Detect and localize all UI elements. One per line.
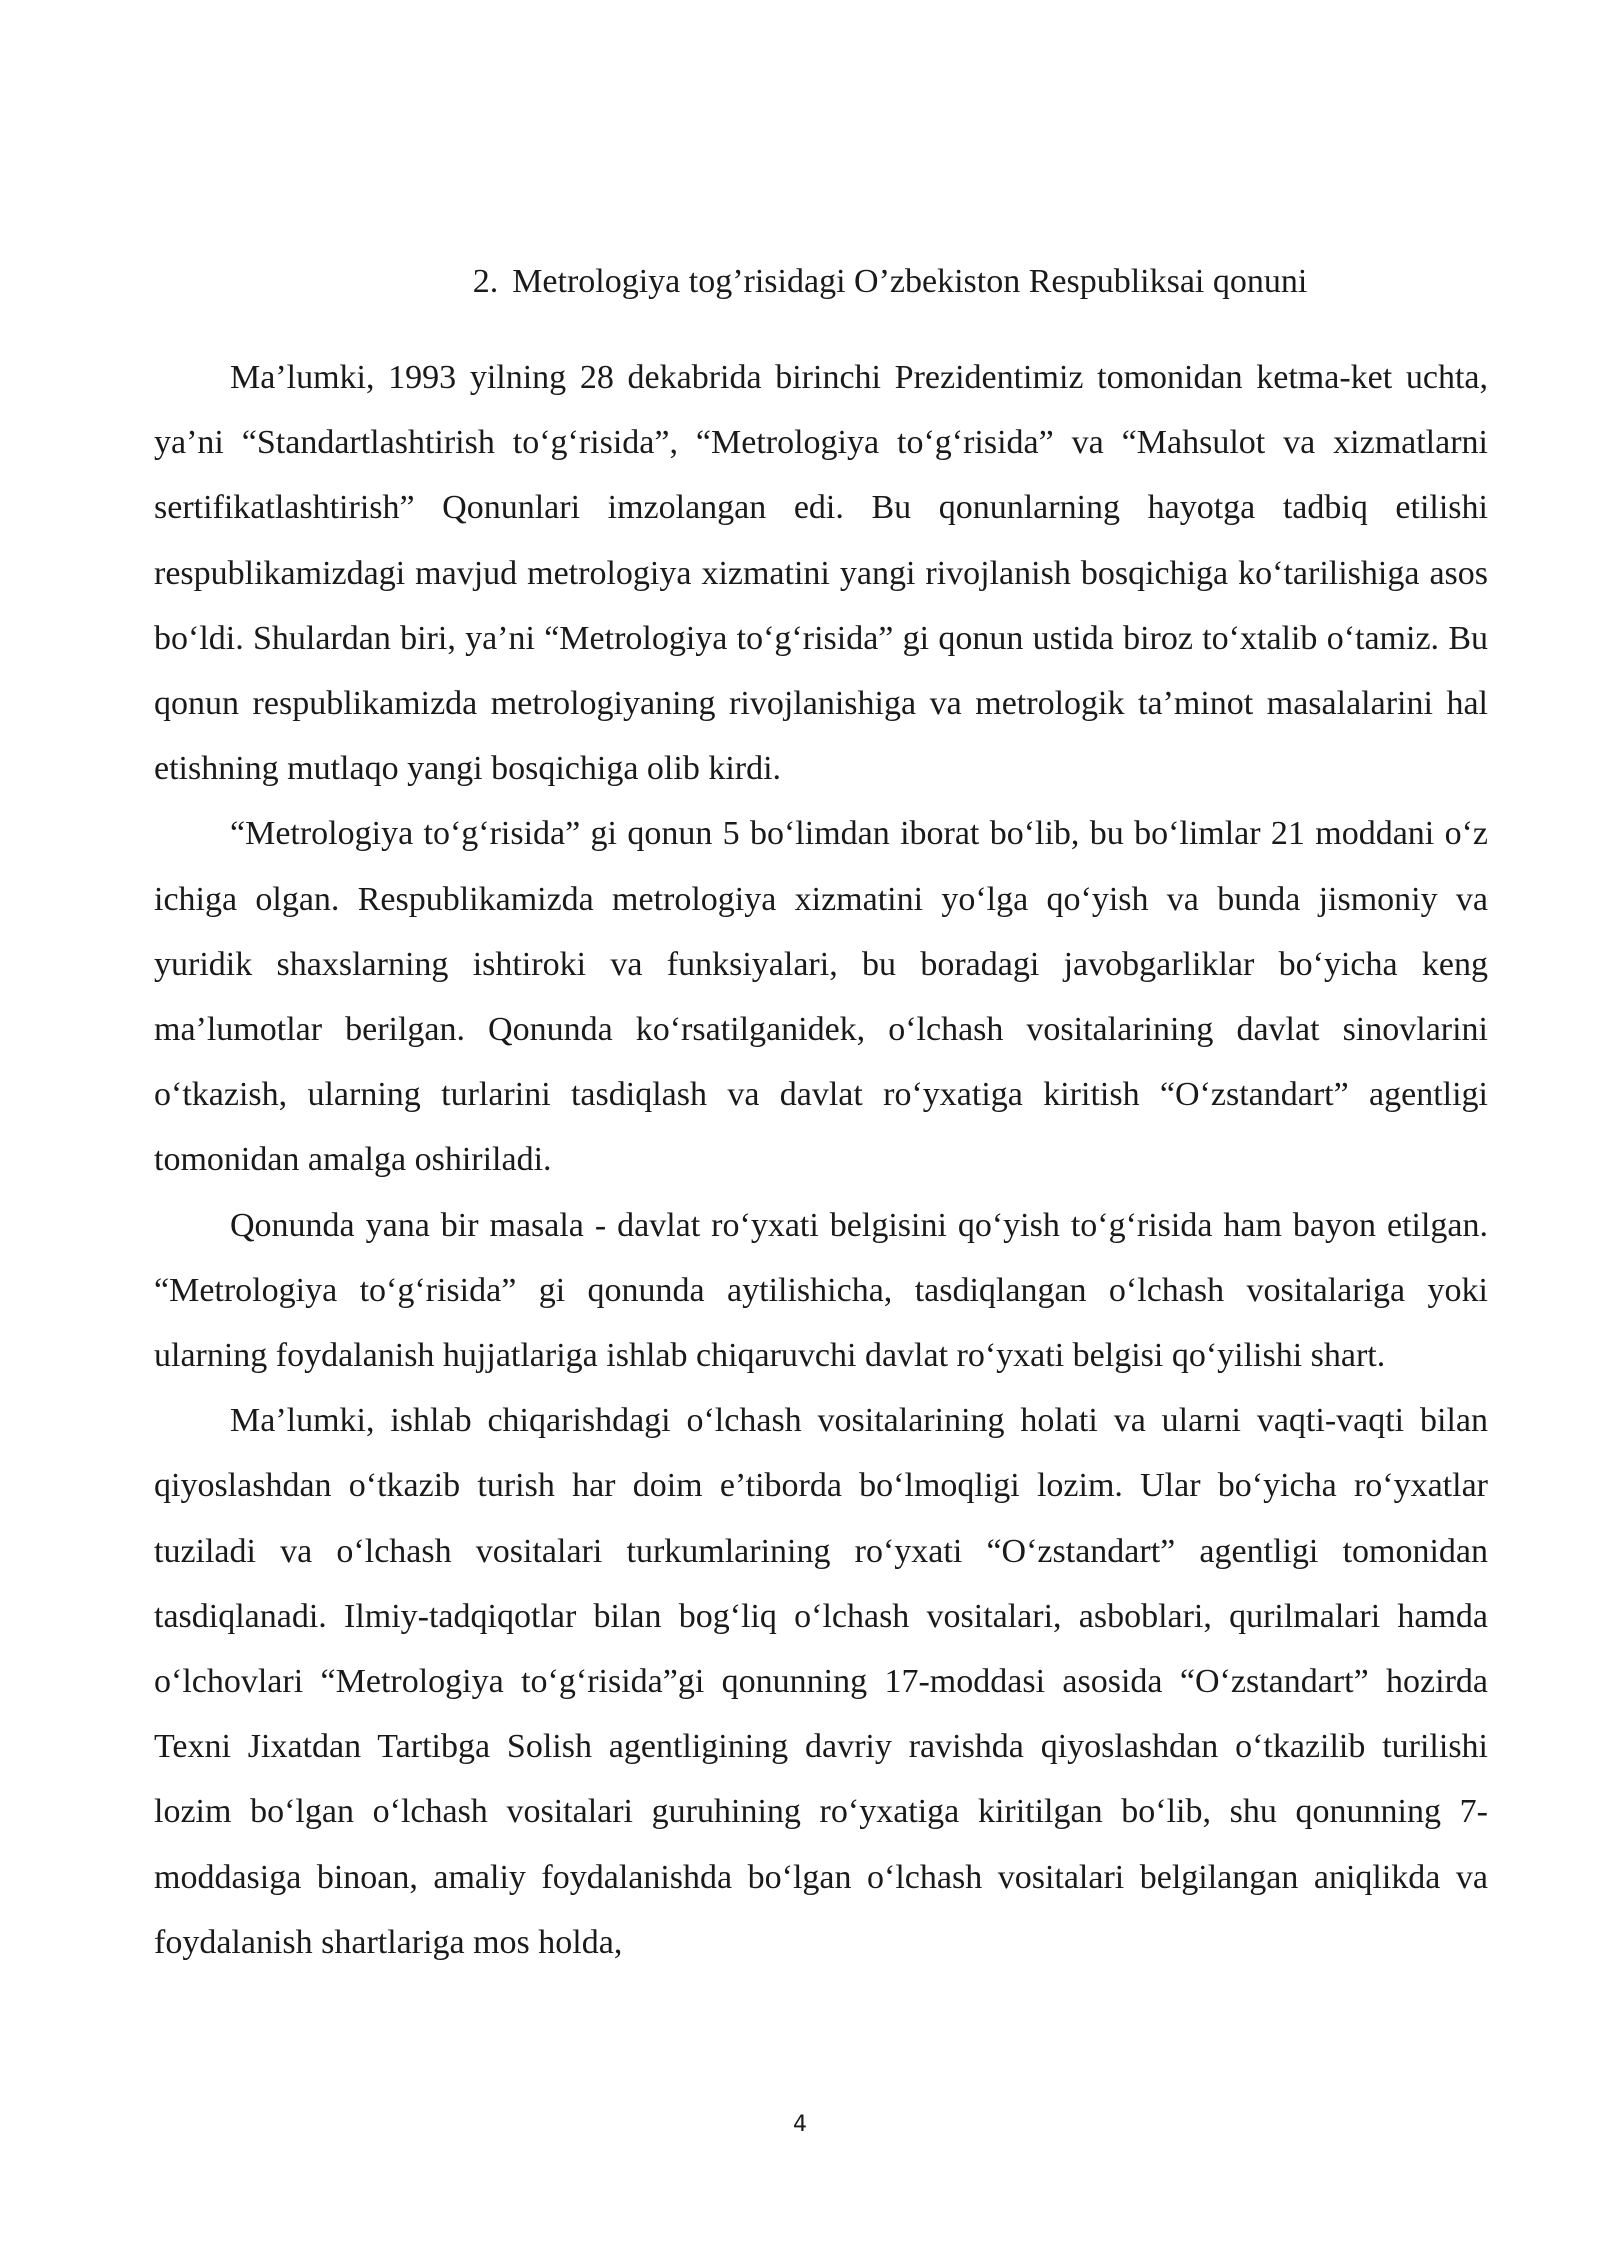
page-number: 4 bbox=[793, 2112, 807, 2137]
paragraph-3: Qonunda yana bir masala - davlat ro‘yxati belgisini qo‘yish to‘g‘risida ham bayon etilgan. “Metrologiya to‘g‘risida” gi qonunda aytilishicha, tasdiqlangan o‘lchash vositalariga yoki ularning foydalanish hujjatlariga ishlab chiqaruvchi davlat ro‘yxati belgisi qo‘yilishi shart. bbox=[154, 1206, 1488, 1375]
paragraph-4: Ma’lumki, ishlab chiqarishdagi o‘lchash vositalarining holati va ularni vaqti-vaqti bilan qiyoslashdan o‘tkazib turish har doim e’tiborda bo‘lmoqligi lozim. Ular bo‘yicha ro‘yxatlar tuziladi va o‘lchash vositalari turkumlarining ro‘yxati “O‘zstandart” agentligi tomonidan tasdiqlanadi. Ilmiy-tadqiqotlar bilan bog‘liq o‘lchash vositalari, asboblari, qurilmalari hamda o‘lchovlari “Metrologiya to‘g‘risida”gi qonunning 17-moddasi asosida “O‘zstandart” hozirda Texni Jixatdan Tartibga Solish agentligining davriy ravishda qiyoslashdan o‘tkazilib turilishi lozim bo‘lgan o‘lchash vositalari guruhining ro‘yxatiga kiritilgan bo‘lib, shu qonunning 7-moddasiga binoan, amaliy foydalanishda bo‘lgan o‘lchash vositalari belgilangan aniqlikda va foydalanish shartlariga mos holda, bbox=[154, 1402, 1488, 1961]
paragraph-1: Ma’lumki, 1993 yilning 28 dekabrida birinchi Prezidentimiz tomonidan ketma-ket uchta, ya’ni “Standartlashtirish to‘g‘risida”, “Metrologiya to‘g‘risida” va “Mahsulot va xizmatlarni sertifikatlashtirish” Qonunlari imzolangan edi. Bu qonunlarning hayotga tadbiq etilishi respublikamizdagi mavjud metrologiya xizmatini yangi rivojlanish bosqichiga ko‘tarilishiga asos bo‘ldi. Shulardan biri, ya’ni “Metrologiya to‘g‘risida” gi qonun ustida biroz to‘xtalib o‘tamiz. Bu qonun respublikamizda metrologiyaning rivojlanishiga va metrologik ta’minot masalalarini hal etishning mutlaqo yangi bosqichiga olib kirdi. bbox=[154, 359, 1488, 788]
section-title: Metrologiya tog’risidagi O’zbekiston Respubliksai qonuni bbox=[512, 263, 1308, 300]
section-number: 2. bbox=[472, 263, 499, 300]
body-text bbox=[154, 345, 1488, 1975]
section-heading bbox=[0, 258, 1600, 306]
paragraph-2: “Metrologiya to‘g‘risida” gi qonun 5 bo‘limdan iborat bo‘lib, bu bo‘limlar 21 moddani o‘z ichiga olgan. Respublikamizda metrologiya xizmatini yo‘lga qo‘yish va bunda jismoniy va yuridik shaxslarning ishtiroki va funksiyalari, bu boradagi javobgarliklar bo‘yicha keng ma’lumotlar berilgan. Qonunda ko‘rsatilganidek, o‘lchash vositalarining davlat sinovlarini o‘tkazish, ularning turlarini tasdiqlash va davlat ro‘yxatiga kiritish “O‘zstandart” agentligi tomonidan amalga oshiriladi. bbox=[154, 815, 1488, 1179]
